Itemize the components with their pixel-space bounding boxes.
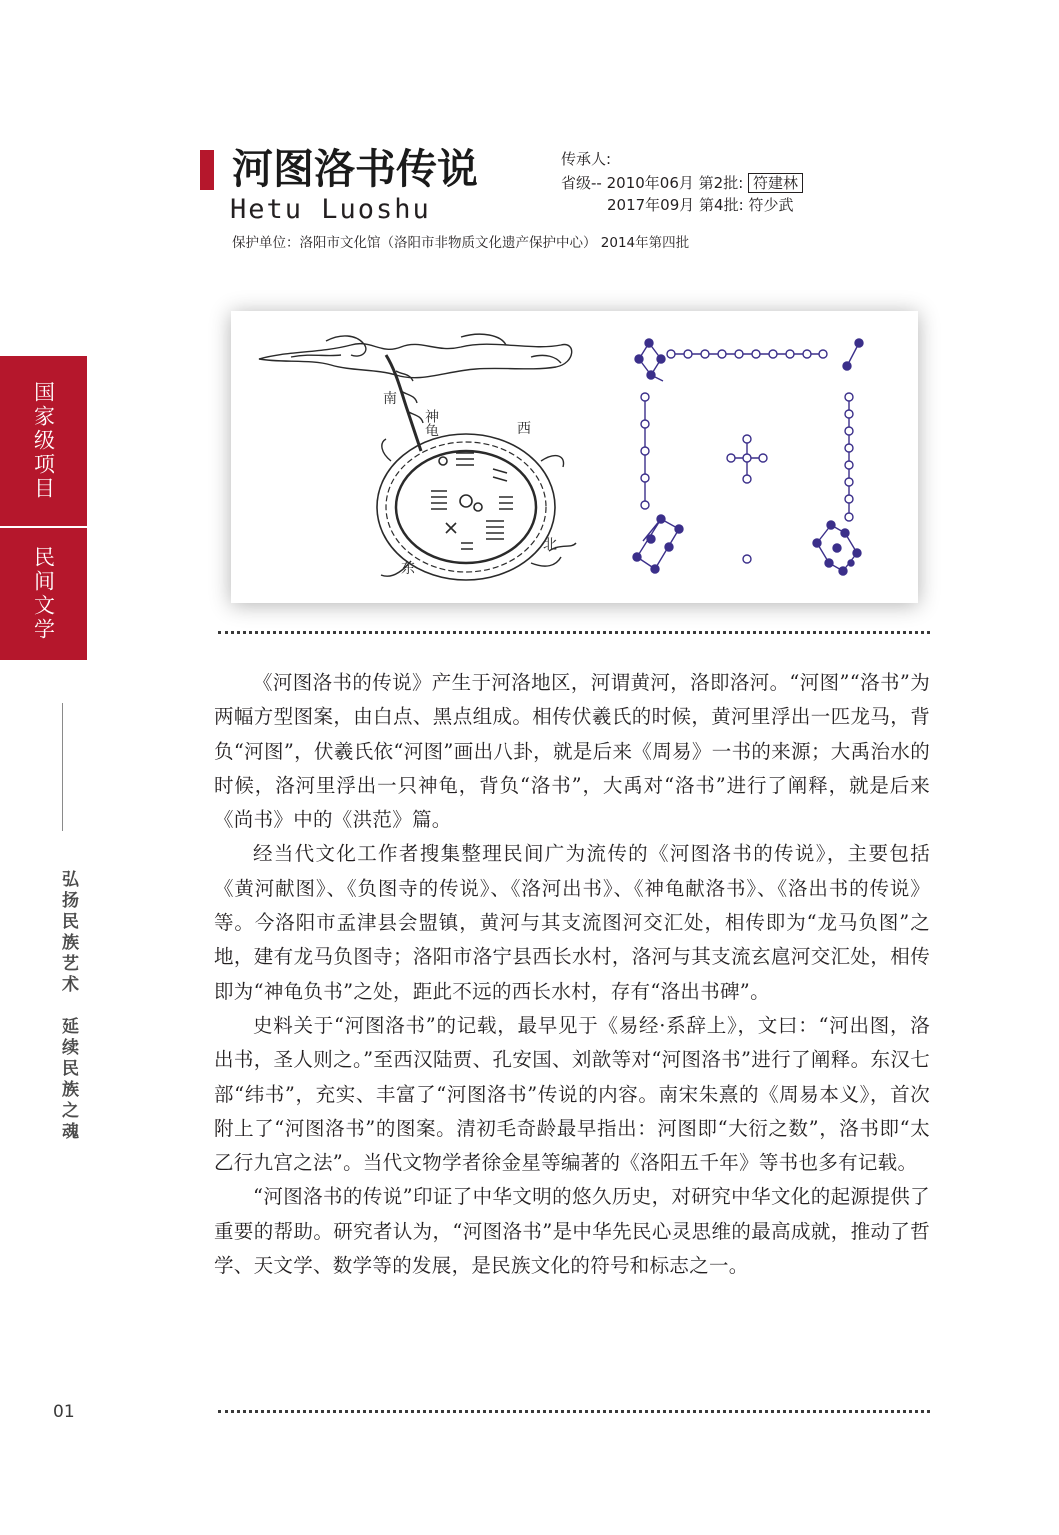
label-east: 东 [401, 561, 415, 577]
article-body [214, 666, 930, 1283]
protection-unit: 保护单位：洛阳市文化馆（洛阳市非物质文化遗产保护中心） 2014年第四批 [232, 235, 690, 251]
inheritor-batch: 第2批: [698, 174, 744, 192]
page-subtitle: Hetu Luoshu [230, 194, 431, 225]
inheritor-date: 2010年06月 [606, 174, 694, 192]
paragraph: 史料关于“河图洛书”的记载，最早见于《易经·系辞上》，文曰：“河出图，洛出书，圣人则之。”至西汉陆贾、孔安国、刘歆等对“河图洛书”进行了阐释。东汉七部“纬书”，充实、丰富了“河图洛书”传说的内容。南宋朱熹的《周易本义》，首次附上了“河图洛书”的图案。清初毛奇龄最早指出：河图即“大衍之数”，洛书即“太乙行九宫之法”。当代文物学者徐金星等编著的《洛阳五千年》等书也多有记载。 [214, 1013, 930, 1175]
category-tab-national-label: 国家级项目 [31, 381, 56, 501]
inheritor-name: 符少武 [748, 196, 794, 214]
label-north: 北 [543, 537, 557, 553]
label-divine-turtle: 神龟 [423, 409, 439, 437]
inheritor-name: 符建林 [748, 173, 803, 193]
category-tab-national [0, 356, 87, 526]
divider-top [218, 631, 930, 634]
turtle-shell-symbols [431, 453, 513, 549]
inheritor-level: 省级-- [561, 174, 602, 192]
label-west: 西 [517, 421, 531, 437]
divider-bottom [218, 1410, 930, 1413]
paragraph: 《河图洛书的传说》产生于河洛地区，河谓黄河，洛即洛河。“河图”“洛书”为两幅方型图案，由白点、黑点组成。相传伏羲氏的时候，黄河里浮出一匹龙马，背负“河图”，伏羲氏依“河图”画出八卦，就是后来《周易》一书的来源；大禹治水的时候，洛河里浮出一只神龟，背负“洛书”，大禹对“洛书”进行了阐释，就是后来《尚书》中的《洪范》篇。 [214, 671, 930, 832]
paragraph: “河图洛书的传说”印证了中华文明的悠久历史，对研究中华文化的起源提供了重要的帮助。研究者认为，“河图洛书”是中华先民心灵思维的最高成就，推动了哲学、天文学、数学等的发展，是民族文化的符号和标志之一。 [214, 1185, 930, 1278]
inheritor-row [607, 194, 793, 215]
category-tab-folk-literature [0, 528, 87, 660]
page-number: 01 [53, 1402, 75, 1422]
inheritor-label: 传承人: [561, 150, 612, 168]
inheritor-batch: 第4批: [699, 196, 744, 214]
sidebar-divider [62, 703, 63, 831]
cloud-icon [259, 334, 572, 378]
category-tab-folk-literature-label: 民间文学 [31, 546, 56, 642]
label-south: 南 [383, 391, 397, 407]
inheritor-row [561, 172, 803, 193]
luoshu-dot-diagram [633, 339, 863, 575]
turtle-illustration [259, 334, 576, 580]
paragraph: 经当代文化工作者搜集整理民间广为流传的《河图洛书的传说》，主要包括《黄河献图》、《负图寺的传说》、《洛河出书》、《神龟献洛书》、《洛出书的传说》等。今洛阳市孟津县会盟镇，黄河与其支流图河交汇处，相传即为“龙马负图”之地，建有龙马负图寺；洛阳市洛宁县西长水村，洛河与其支流玄扈河交汇处，相传即为“神龟负书”之处，距此不远的西长水村，存有“洛出书碑”。 [214, 842, 930, 1003]
hetu-luoshu-figure [231, 311, 918, 603]
title-accent-bar [200, 150, 214, 190]
page-title: 河图洛书传说 [232, 145, 478, 193]
inheritor-date: 2017年09月 [607, 196, 695, 214]
sidebar-slogan: 弘扬民族艺术 延续民族之魂 [58, 870, 78, 1143]
figure-illustration [231, 311, 918, 603]
